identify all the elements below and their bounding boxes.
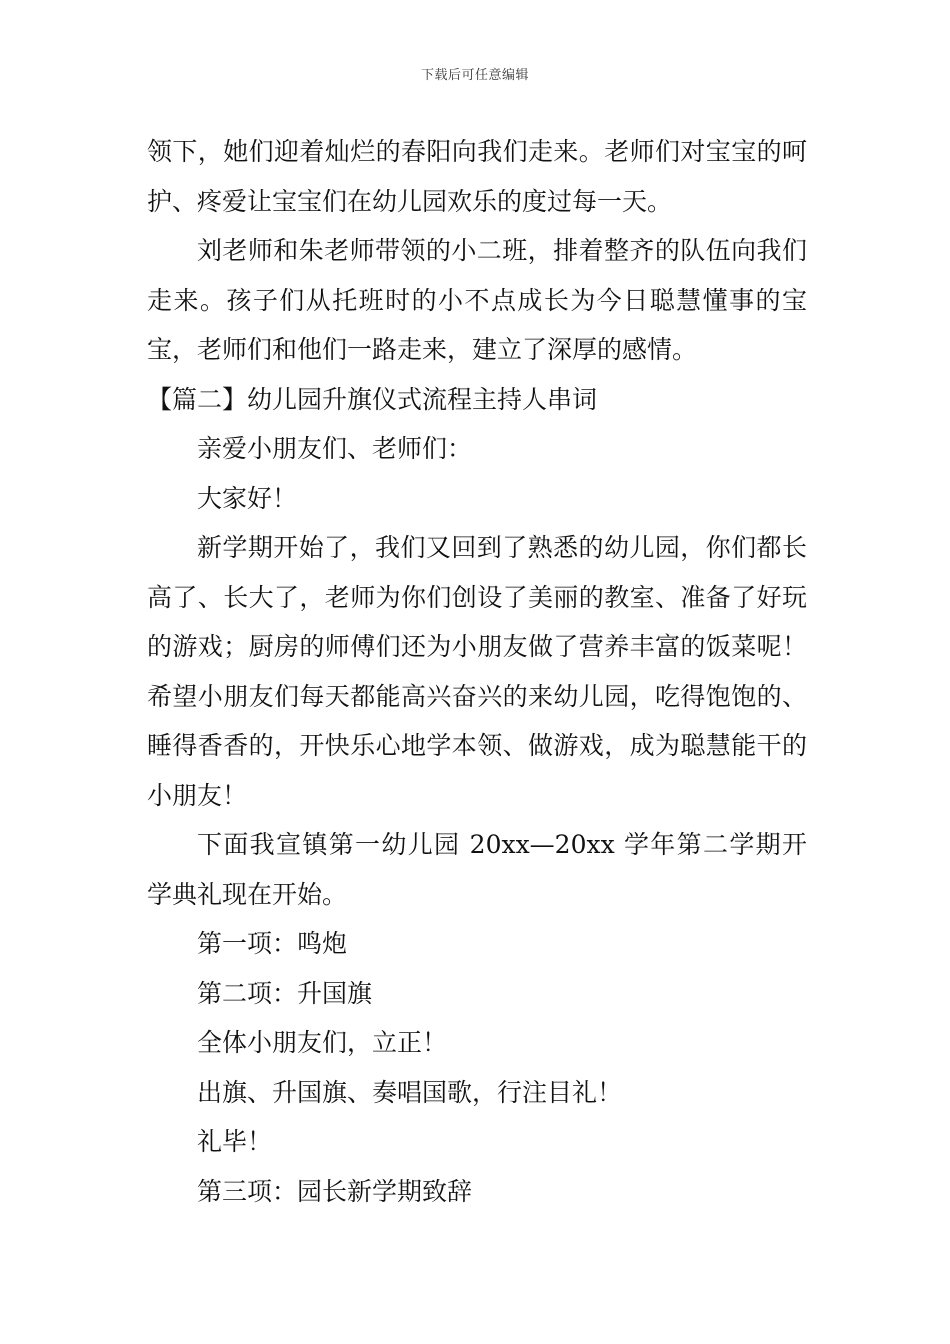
paragraph-item-two: 第二项：升国旗 [197, 978, 373, 1008]
paragraph-item-one: 第一项：鸣炮 [197, 929, 348, 958]
paragraph-ceremony-start: 下面我宣镇第一幼儿园 20xx—20xx 学年第二学期开学典礼现在开始。 [147, 830, 807, 909]
paragraph-new-semester: 新学期开始了，我们又回到了熟悉的幼儿园，你们都长高了、长大了，老师为你们创设了美丽的教室、准备了好玩的游戏；厨房的师傅们还为小朋友做了营养丰富的饭菜呢！希望小朋友们每天都能高兴奋兴的来幼儿园，吃得饱饱的、睡得香香的，开快乐心地学本领、做游戏，成为聪慧能干的小朋友！ [147, 533, 807, 810]
page-header: 下载后可任意编辑 [420, 68, 529, 83]
paragraph-flag-raising: 出旗、升国旗、奏唱国歌，行注目礼！ [197, 1077, 623, 1107]
document-body [147, 127, 807, 1216]
paragraph-stand-attention: 全体小朋友们，立正！ [197, 1028, 448, 1057]
paragraph-item-three: 第三项：园长新学期致辞 [197, 1176, 473, 1206]
paragraph-class-two: 刘老师和朱老师带领的小二班，排着整齐的队伍向我们走来。孩子们从托班时的小不点成长为今日聪慧懂事的宝宝，老师们和他们一路走来，建立了深厚的感情。 [147, 236, 807, 364]
paragraph-greeting: 大家好！ [197, 483, 298, 513]
paragraph-greeting-address: 亲爱小朋友们、老师们： [197, 434, 473, 463]
section-heading: 【篇二】幼儿园升旗仪式流程主持人串词 [147, 384, 598, 414]
paragraph-salute-end: 礼毕！ [197, 1127, 273, 1156]
paragraph-continuation: 领下，她们迎着灿烂的春阳向我们走来。老师们对宝宝的呵护、疼爱让宝宝们在幼儿园欢乐的度过每一天。 [147, 137, 807, 216]
